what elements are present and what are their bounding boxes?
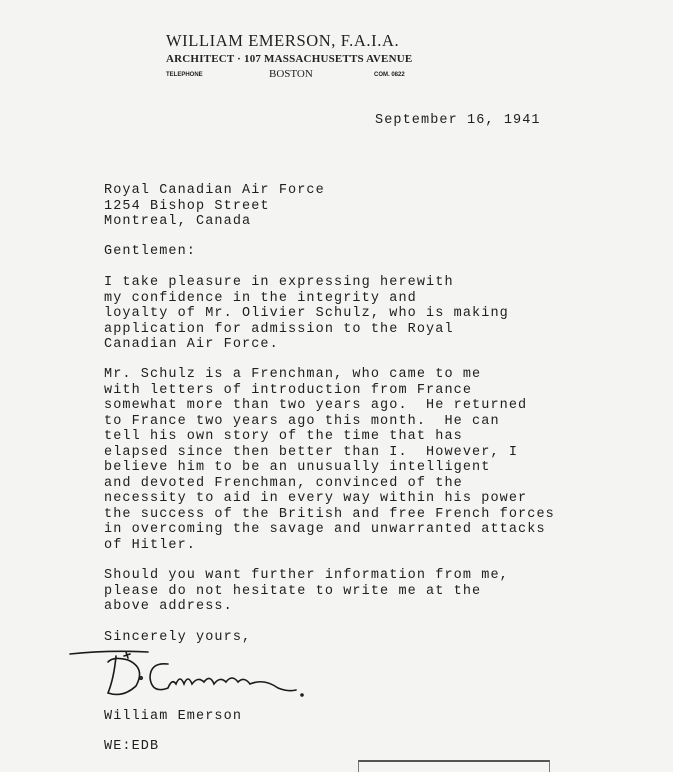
signer-name: William Emerson bbox=[104, 709, 243, 724]
paragraph-1 bbox=[104, 275, 509, 353]
text-line: Should you want further information from me, bbox=[104, 568, 509, 583]
text-line: tell his own story of the time that has bbox=[104, 429, 463, 444]
letterhead-address: ARCHITECT · 107 MASSACHUSETTS AVENUE bbox=[166, 53, 413, 65]
text-line: Canadian Air Force. bbox=[104, 337, 279, 352]
text-line: in overcoming the savage and unwarranted attacks bbox=[104, 522, 546, 537]
paragraph-2 bbox=[104, 367, 555, 553]
address-line: Royal Canadian Air Force bbox=[104, 183, 325, 198]
text-line: with letters of introduction from France bbox=[104, 382, 473, 398]
text-line: application for admission to the Royal bbox=[104, 321, 454, 337]
text-line: the success of the British and free French forces bbox=[104, 506, 555, 522]
closing: Sincerely yours, bbox=[104, 630, 252, 645]
text-line: above address. bbox=[104, 599, 233, 614]
letterhead-city: BOSTON bbox=[269, 68, 313, 80]
letterhead-telephone-label: TELEPHONE bbox=[166, 72, 203, 78]
stamp-edge bbox=[358, 760, 550, 772]
address-line: Montreal, Canada bbox=[104, 214, 252, 229]
text-line: necessity to aid in every way within his power bbox=[104, 491, 528, 506]
text-line: please do not hesitate to write me at the bbox=[104, 583, 482, 599]
letterhead-name: WILLIAM EMERSON, F.A.I.A. bbox=[166, 31, 400, 50]
text-line: I take pleasure in expressing herewith bbox=[104, 275, 454, 290]
paragraph-3 bbox=[104, 568, 509, 615]
text-line: of Hitler. bbox=[104, 537, 197, 553]
text-line: loyalty of Mr. Olivier Schulz, who is making bbox=[104, 306, 509, 321]
text-line: somewhat more than two years ago. He returned bbox=[104, 398, 528, 413]
text-line: believe him to be an unusually intelligent bbox=[104, 460, 491, 475]
address-line: 1254 Bishop Street bbox=[104, 198, 270, 214]
text-line: elapsed since then better than I. However, I bbox=[104, 444, 519, 460]
text-line: my confidence in the integrity and bbox=[104, 290, 417, 306]
text-line: to France two years ago this month. He can bbox=[104, 413, 500, 429]
text-line: Mr. Schulz is a Frenchman, who came to me bbox=[104, 367, 482, 382]
salutation: Gentlemen: bbox=[104, 244, 197, 259]
recipient-address bbox=[104, 183, 325, 230]
handwritten-signature bbox=[68, 648, 318, 704]
letter-date: September 16, 1941 bbox=[375, 113, 541, 128]
letterhead-phone: COM. 0822 bbox=[374, 72, 405, 78]
typist-initials: WE:EDB bbox=[104, 739, 160, 754]
text-line: and devoted Frenchman, convinced of the bbox=[104, 475, 463, 491]
